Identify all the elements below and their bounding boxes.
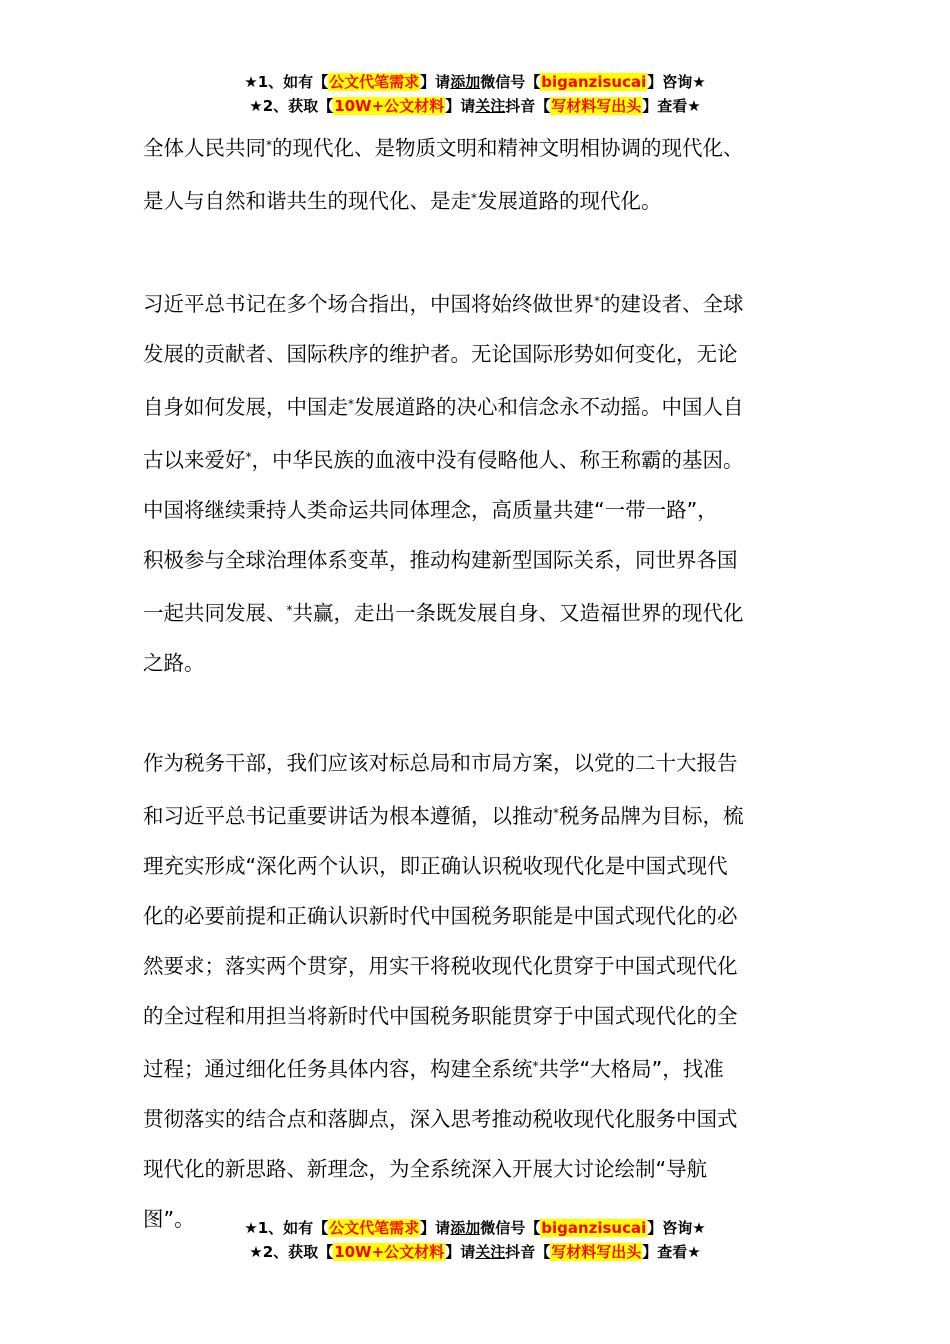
text-line: 中国将继续秉持人类命运共同体理念，高质量共建“一带一路”，: [143, 498, 718, 522]
document-body: [143, 120, 808, 1244]
asterisk-mark: *: [266, 138, 272, 152]
banner-line-1: [0, 70, 950, 94]
banner-text: ★2、获取【: [249, 1243, 334, 1261]
text-line: 和习近平总书记重要讲话为根本遵循，以推动*税务品牌为目标，梳: [143, 804, 744, 828]
text-line: 图”。: [143, 1207, 195, 1231]
text-line: 一起共同发展、*共赢，走出一条既发展自身、又造福世界的现代化: [143, 601, 744, 625]
text-line: 理充实形成“深化两个认识，即正确认识税收现代化是中国式现代: [143, 854, 728, 878]
asterisk-mark: *: [532, 1059, 539, 1073]
text-line: 全体人民共同*的现代化、是物质文明和精神文明相协调的现代化、: [143, 136, 744, 160]
banner-text: 】查看★: [642, 1243, 701, 1261]
text-line: 过程；通过细化任务具体内容，构建全系统*共学“大格局”，找准: [143, 1057, 724, 1081]
banner-text: 】请: [445, 1243, 476, 1261]
banner-highlight: 10W+公文材料: [334, 1243, 445, 1261]
asterisk-mark: *: [286, 603, 293, 617]
text-line: 作为税务干部，我们应该对标总局和市局方案，以党的二十大报告: [143, 751, 738, 775]
banner-text: 】请: [420, 73, 451, 91]
banner-highlight: 公文代笔需求: [329, 1219, 420, 1237]
banner-text: 】查看★: [642, 97, 701, 115]
text-line: 贯彻落实的结合点和落脚点，深入思考推动税收现代化服务中国式: [143, 1107, 738, 1131]
asterisk-mark: *: [348, 397, 354, 411]
banner-highlight: 10W+公文材料: [334, 97, 445, 115]
text-line: 发展的贡献者、国际秩序的维护者。无论国际形势如何变化，无论: [143, 342, 738, 366]
asterisk-mark: *: [245, 450, 252, 464]
header-banner: [0, 70, 950, 118]
banner-line-1: [0, 1216, 950, 1240]
paragraph-gap: [143, 226, 808, 276]
text-line: 是人与自然和谐共生的现代化、是走*发展道路的现代化。: [143, 189, 662, 213]
banner-line-2: [0, 94, 950, 118]
text-line: 自身如何发展，中国走*发展道路的决心和信念永不动摇。中国人自: [143, 395, 744, 419]
text-line: 古以来爱好*，中华民族的血液中没有侵略他人、称王称霸的基因。: [143, 448, 744, 472]
banner-text: 抖音【: [505, 97, 551, 115]
asterisk-mark: *: [471, 191, 477, 205]
banner-highlight: 写材料写出头: [551, 1243, 642, 1261]
banner-highlight: biganzisucai: [541, 73, 647, 91]
paragraph-gap: [143, 688, 808, 738]
text-line: 的全过程和用担当将新时代中国税务职能贯穿于中国式现代化的全: [143, 1004, 738, 1028]
banner-underline: 关注: [475, 97, 506, 115]
footer-banner: [0, 1216, 950, 1264]
banner-text: 微信号【: [480, 73, 541, 91]
banner-text: 】咨询★: [647, 1219, 706, 1237]
paragraph-1: [143, 120, 808, 226]
asterisk-mark: *: [594, 294, 600, 308]
banner-text: 】咨询★: [647, 73, 706, 91]
banner-underline: 添加: [450, 1219, 481, 1237]
paragraph-3: [143, 738, 808, 1244]
banner-underline: 添加: [450, 73, 481, 91]
banner-highlight: 写材料写出头: [551, 97, 642, 115]
text-line: 习近平总书记在多个场合指出，中国将始终做世界*的建设者、全球: [143, 292, 744, 316]
banner-text: ★1、如有【: [244, 1219, 329, 1237]
banner-line-2: [0, 1240, 950, 1264]
banner-text: 微信号【: [480, 1219, 541, 1237]
text-line: 积极参与全球治理体系变革，推动构建新型国际关系，同世界各国: [143, 548, 738, 572]
text-line: 之路。: [143, 651, 205, 675]
paragraph-2: [143, 276, 808, 688]
text-line: 化的必要前提和正确认识新时代中国税务职能是中国式现代化的必: [143, 904, 738, 928]
banner-text: ★2、获取【: [249, 97, 334, 115]
banner-text: 】请: [420, 1219, 451, 1237]
banner-underline: 关注: [475, 1243, 506, 1261]
banner-highlight: 公文代笔需求: [329, 73, 420, 91]
banner-highlight: biganzisucai: [541, 1219, 647, 1237]
asterisk-mark: *: [553, 806, 559, 820]
banner-text: 抖音【: [505, 1243, 551, 1261]
banner-text: ★1、如有【: [244, 73, 329, 91]
banner-text: 】请: [445, 97, 476, 115]
text-line: 然要求；落实两个贯穿，用实干将税收现代化贯穿于中国式现代化: [143, 954, 738, 978]
text-line: 现代化的新思路、新理念，为全系统深入开展大讨论绘制“导航: [143, 1157, 708, 1181]
